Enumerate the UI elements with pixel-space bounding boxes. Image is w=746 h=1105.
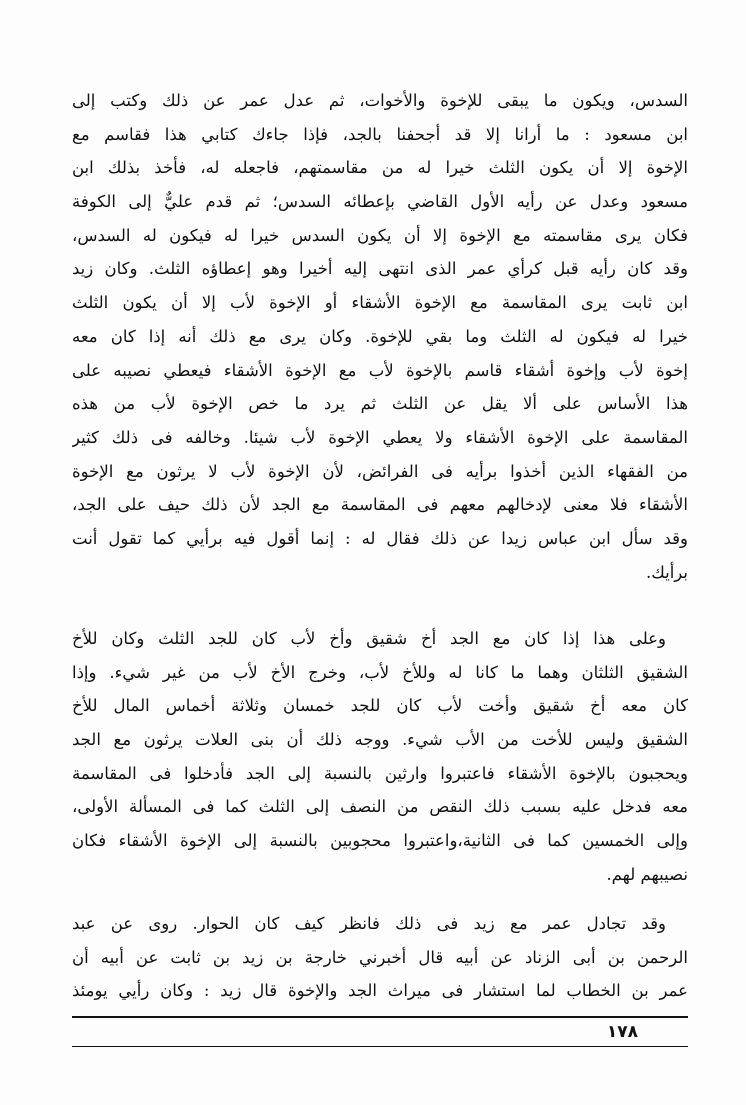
text-line: وقد كان رأيه قبل كرأي عمر الذى انتهى إليه أخيرا وهو إعطاؤه الثلث. وكان زيد: [72, 259, 688, 279]
footer-rule-top: [72, 1016, 688, 1018]
text-line: نصيبهم لهم.: [606, 864, 688, 884]
text-line: وقد تجادل عمر مع زيد فى ذلك فانظر كيف كان الحوار. روى عن عبد: [72, 914, 666, 933]
text-line: كان معه أخ شقيق وأخت لأب كان للجد خمسان وثلاثة أخماس المال للأخ: [72, 696, 688, 716]
text-line: الإخوة إلا أن يكون الثلث خيرا له من مقاسمتهم، فاجعله له، فأخذ بذلك ابن: [72, 158, 688, 178]
paragraph-1: [72, 84, 688, 589]
text-line: من الفقهاء الذين أخذوا برأيه فى الفرائض، لأن الإخوة لأب لا يرثون مع الإخوة: [72, 461, 688, 481]
text-line: معه فدخل عليه بسبب ذلك النقص من النصف إلى الثلث كما فى المسألة الأولى،: [72, 797, 688, 817]
text-line: هذا الأساس على ألا يقل عن الثلث ثم يرد ما خص الإخوة لأب من هذه: [72, 394, 688, 414]
text-line: وعلى هذا إذا كان مع الجد أخ شقيق وأخ لأب كان للجد الثلث وكان للأخ: [72, 629, 666, 648]
text-line: عمر بن الخطاب لما استشار فى ميراث الجد والإخوة قال زيد : وكان رأيي يومئذ: [72, 981, 688, 1001]
text-line: خيرا له فيكون له الثلث وما بقي للإخوة. وكان يرى مع ذلك أنه إذا كان معه: [72, 326, 688, 346]
text-line: برأيك.: [645, 562, 688, 582]
text-line: ابن مسعود : ما أرانا إلا قد أجحفنا بالجد، فإذا جاءك كتابي هذا فقاسم مع: [72, 124, 688, 144]
text-line: السدس، ويكون ما يبقى للإخوة والأخوات، ثم عدل عمر عن ذلك وكتب إلى: [72, 91, 688, 110]
page-number: ١٧٨: [606, 1022, 638, 1042]
text-line: الرحمن بن أبى الزناد عن أبيه قال أخبرني خارجة بن زيد بن ثابت عن أبيه أن: [72, 947, 688, 967]
footer-rule-bottom: [72, 1046, 688, 1047]
paragraph-3: [72, 907, 688, 1008]
text-line: وإلى الخمسين كما فى الثانية،واعتبروا محجوبين بالنسبة إلى الإخوة الأشقاء فكان: [72, 831, 688, 851]
text-line: ويحجبون بالإخوة الأشقاء فاعتبروا وارثين بالنسبة إلى الجد فأدخلوا فى المقاسمة: [72, 763, 688, 783]
paragraph-2: [72, 622, 688, 892]
text-line: ابن ثابت يرى المقاسمة مع الإخوة الأشقاء أو الإخوة لأب إلا أن يكون الثلث: [72, 293, 688, 313]
text-line: الشقيق الثلثان وهما ما كانا له وللأخ لأب، وخرج الأخ لأب من غير شيء. وإذا: [72, 662, 688, 682]
text-line: الشقيق وليس للأخت من الأب شيء. ووجه ذلك أن بنى العلات يرثون مع الجد: [72, 730, 688, 750]
text-line: وقد سأل ابن عباس زيدا عن ذلك فقال له : إنما أقول فيه برأيي كما تقول أنت: [72, 528, 688, 548]
text-line: فكان يرى مقاسمته مع الإخوة إلا أن يكون السدس خيرا له فيكون له السدس،: [72, 225, 688, 245]
text-line: الأشقاء فلا معنى لإدخالهم معهم فى المقاسمة مع الجد لأن ذلك حيف على الجد،: [72, 495, 688, 515]
text-line: مسعود وعدل عن رأيه الأول القاضي بإعطائه السدس؛ ثم قدم عليٌّ إلى الكوفة: [72, 192, 688, 212]
text-line: إخوة لأب وإخوة أشقاء قاسم بالإخوة لأب مع الإخوة الأشقاء فيعطي نصيبه على: [72, 360, 688, 380]
text-line: المقاسمة على الإخوة الأشقاء ولا يعطي الإخوة لأب شيئا. وخالفه فى ذلك كثير: [72, 427, 688, 447]
